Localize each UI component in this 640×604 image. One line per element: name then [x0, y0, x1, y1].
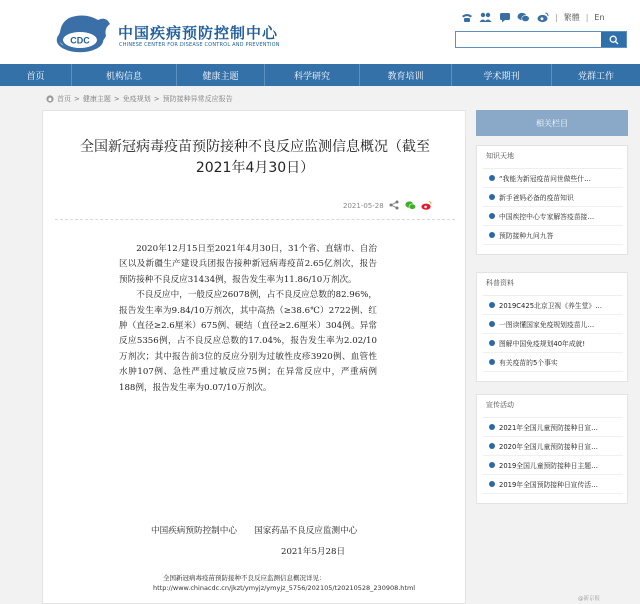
message-icon[interactable]: [498, 11, 511, 23]
breadcrumb-separator: >: [74, 95, 80, 103]
search-box: [455, 31, 627, 48]
breadcrumb-health-topics[interactable]: 健康主题: [82, 95, 111, 103]
nav-item-education[interactable]: 教育培训: [360, 64, 452, 86]
article-body: [119, 242, 377, 396]
bullet-icon: [489, 213, 495, 219]
sidebar-list: [483, 295, 623, 372]
bullet-icon: [489, 443, 495, 449]
search-button[interactable]: [601, 32, 626, 47]
breadcrumb-home[interactable]: 首页: [57, 95, 71, 103]
sidebar-list-item[interactable]: 中国疾控中心专家解答疫苗接…: [483, 207, 623, 226]
sidebar-list-item[interactable]: 图解中国免疫规划40年成就!: [483, 334, 623, 353]
article-meta: [343, 200, 432, 211]
bullet-icon: [489, 481, 495, 487]
sidebar-box-materials: [476, 272, 628, 382]
article-title-line1: 全国新冠病毒疫苗预防接种不良反应监测信息概况（截至: [80, 139, 430, 155]
article-sign-date: 2021年5月28日: [281, 547, 346, 557]
bullet-icon: [489, 359, 495, 365]
lang-traditional-link[interactable]: 繁體: [563, 12, 580, 22]
article-paragraph: 不良反应中，一般反应26078例，占不良反应总数的82.96%，报告发生率为9.84/10万剂次，其中高热（≥38.6℃）2722例、红肿（直径≥2.6厘米）675例、硬结（直径≥2.6厘米）304例。异常反应5356例，占不良反应总数的17.04%，报告发生率为2.02/10万剂次；其中报告前3位的反应分别为过敏性皮疹3920例、血管性水肿107例、急性严重过敏反应75例；在异常反应中，严重病例188例，报告发生率为0.07/10万剂次。: [119, 290, 377, 393]
bullet-icon: [489, 340, 495, 346]
logo-text: CDC: [70, 35, 90, 46]
share-icon[interactable]: [389, 200, 400, 211]
lang-english-link[interactable]: En: [594, 12, 605, 22]
people-icon[interactable]: [479, 11, 492, 23]
search-icon: [609, 35, 619, 45]
article-note: 全国新冠病毒疫苗预防接种不良反应监测信息概况详见：: [163, 574, 326, 582]
sidebar-list-item[interactable]: 2020年全国儿童预防接种日宣…: [483, 437, 623, 456]
main-nav: [0, 64, 640, 86]
util-separator: |: [555, 12, 558, 22]
util-separator: |: [585, 12, 589, 22]
utility-bar: [460, 10, 605, 24]
sidebar-list-item[interactable]: 有关疫苗的5个事实: [483, 353, 623, 372]
sidebar-box-title: 知识天地: [486, 152, 514, 160]
bullet-icon: [489, 462, 495, 468]
weibo-share-icon[interactable]: [421, 200, 432, 211]
sidebar-box-knowledge: [476, 145, 628, 255]
sidebar-list: [483, 417, 623, 494]
sidebar-box-campaigns: [476, 394, 628, 504]
nav-item-party[interactable]: 党群工作: [577, 71, 614, 82]
bullet-icon: [489, 175, 495, 181]
sidebar-list-item[interactable]: 2019年全国预防接种日宣传活…: [483, 475, 623, 494]
site-header: [0, 0, 640, 64]
sidebar-list-item[interactable]: 2019C425北京卫视《养生堂》…: [483, 296, 623, 315]
org-name-en: CHINESE CENTER FOR DISEASE CONTROL AND PREVENTION: [119, 42, 280, 48]
nav-item-institution[interactable]: 机构信息: [72, 64, 177, 86]
sidebar-list-item[interactable]: 2021年全国儿童预防接种日宣…: [483, 418, 623, 437]
article-paragraph: 2020年12月15日至2021年4月30日，31个省、直辖市、自治区以及新疆生产建设兵团报告接种新冠病毒疫苗2.65亿剂次，报告预防接种不良反应31434例，报告发生率为11.86/10万剂次。: [119, 244, 377, 285]
breadcrumb-separator: >: [113, 95, 120, 103]
article-title-line2: 2021年4月30日）: [195, 160, 315, 176]
bullet-icon: [489, 232, 495, 238]
nav-item-research[interactable]: 科学研究: [265, 64, 360, 86]
org-name-cn: 中国疾病预防控制中心: [118, 24, 279, 42]
breadcrumb-current[interactable]: 预防接种异常反应报告: [162, 95, 233, 103]
sidebar-list: [483, 168, 623, 245]
breadcrumb-separator: >: [153, 95, 160, 103]
bullet-icon: [489, 321, 495, 327]
sidebar-list-item[interactable]: 预防接种九问九答: [483, 226, 623, 245]
sidebar-list-item[interactable]: 一图读懂国家免疫规划疫苗儿…: [483, 315, 623, 334]
sidebar-list-item[interactable]: “我能为新冠疫苗问世做些什…: [483, 169, 623, 188]
sidebar-list-item[interactable]: 新手爸妈必备的疫苗知识: [483, 188, 623, 207]
source-watermark: @新京报: [578, 596, 601, 602]
title-divider: [55, 219, 455, 220]
breadcrumb-immunization[interactable]: 免疫规划: [122, 95, 151, 103]
bullet-icon: [489, 194, 495, 200]
search-input[interactable]: [456, 32, 602, 47]
article-panel: [42, 110, 466, 604]
nav-item-health-topics[interactable]: 健康主题: [177, 64, 265, 86]
article-title: [53, 137, 457, 179]
phone-icon[interactable]: [460, 11, 473, 23]
home-icon: [46, 95, 54, 103]
article-date: 2021-05-28: [343, 201, 384, 210]
wechat-icon[interactable]: [517, 11, 530, 23]
bullet-icon: [489, 424, 495, 430]
article-signature: 中国疾病预防控制中心 国家药品不良反应监测中心: [151, 526, 358, 536]
weibo-icon[interactable]: [536, 11, 549, 23]
related-columns-header: 相关栏目: [476, 110, 628, 136]
sidebar-box-title: 科普资料: [486, 279, 514, 287]
nav-item-journals[interactable]: 学术期刊: [452, 64, 552, 86]
bullet-icon: [489, 302, 495, 308]
breadcrumb: [46, 93, 233, 105]
nav-item-home[interactable]: 首页: [0, 64, 72, 86]
cdc-logo[interactable]: [52, 10, 114, 56]
sidebar-box-title: 宣传活动: [486, 401, 514, 409]
sidebar-list-item[interactable]: 2019全国儿童预防接种日主题…: [483, 456, 623, 475]
wechat-share-icon[interactable]: [405, 200, 416, 211]
article-source-link[interactable]: http://www.chinacdc.cn/jkzt/ymyjz/ymyjz_5756/202105/t20210528_230908.html: [153, 584, 416, 592]
